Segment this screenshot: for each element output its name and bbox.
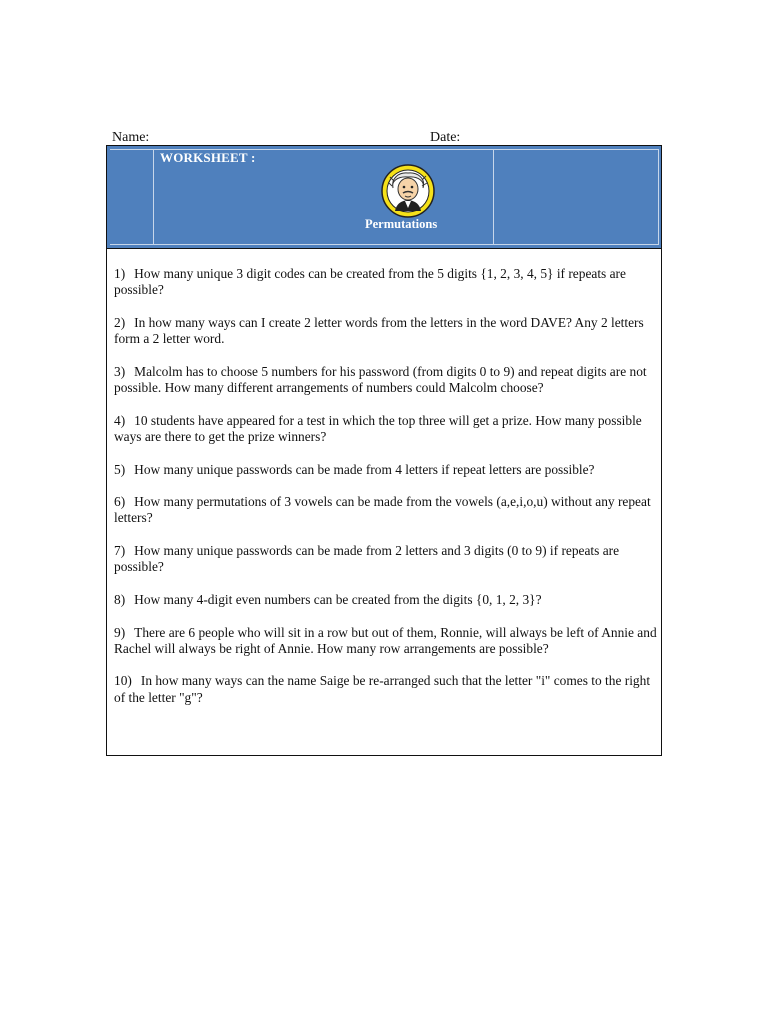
banner-bottom-rule — [110, 244, 658, 245]
topic-title: Permutations — [365, 217, 438, 231]
list-item: 8) How many 4-digit even numbers can be created from the digits {0, 1, 2, 3}? — [114, 591, 542, 607]
date-label: Date: — [430, 130, 461, 145]
name-label: Name: — [112, 130, 150, 145]
list-item: 7) How many unique passwords can be made from 2 letters and 3 digits (0 to 9) if repeats are possible? — [114, 543, 620, 575]
list-item: 3) Malcolm has to choose 5 numbers for his password (from digits 0 to 9) and repeat digits are not possible. How many different arrangements of numbers could Malcolm choose? — [114, 363, 647, 396]
list-item: 10) In how many ways can the name Saige be re-arranged such that the letter "i" comes to the right of the letter "g"? — [114, 673, 651, 705]
worksheet-title: WORKSHEET : — [160, 150, 256, 165]
banner-cell-divider — [658, 149, 659, 245]
banner-cell-divider — [153, 149, 154, 245]
list-item: 2) In how many ways can I create 2 letter words from the letters in the word DAVE? Any 2 letters form a 2 letter word. — [114, 314, 644, 347]
einstein-cartoon-icon — [381, 164, 435, 218]
name-date-row — [112, 130, 664, 146]
list-item: 9) There are 6 people who will sit in a row but out of them, Ronnie, will always be left of Annie and Rachel will always be right of Annie. How many row arrangements are possible? — [114, 624, 657, 656]
list-item: 4) 10 students have appeared for a test in which the top three will get a prize. How many possible ways are there to get the prize winners? — [114, 412, 642, 444]
question-list — [114, 266, 659, 722]
worksheet-box — [106, 145, 662, 756]
list-item: 5) How many unique passwords can be made from 4 letters if repeat letters are possible? — [114, 461, 595, 477]
worksheet-banner — [107, 146, 661, 249]
banner-cell-divider — [493, 149, 494, 245]
list-item: 1) How many unique 3 digit codes can be created from the 5 digits {1, 2, 3, 4, 5} if repeats are possible? — [114, 266, 626, 298]
list-item: 6) How many permutations of 3 vowels can be made from the vowels (a,e,i,o,u) without any repeat letters? — [114, 494, 651, 526]
